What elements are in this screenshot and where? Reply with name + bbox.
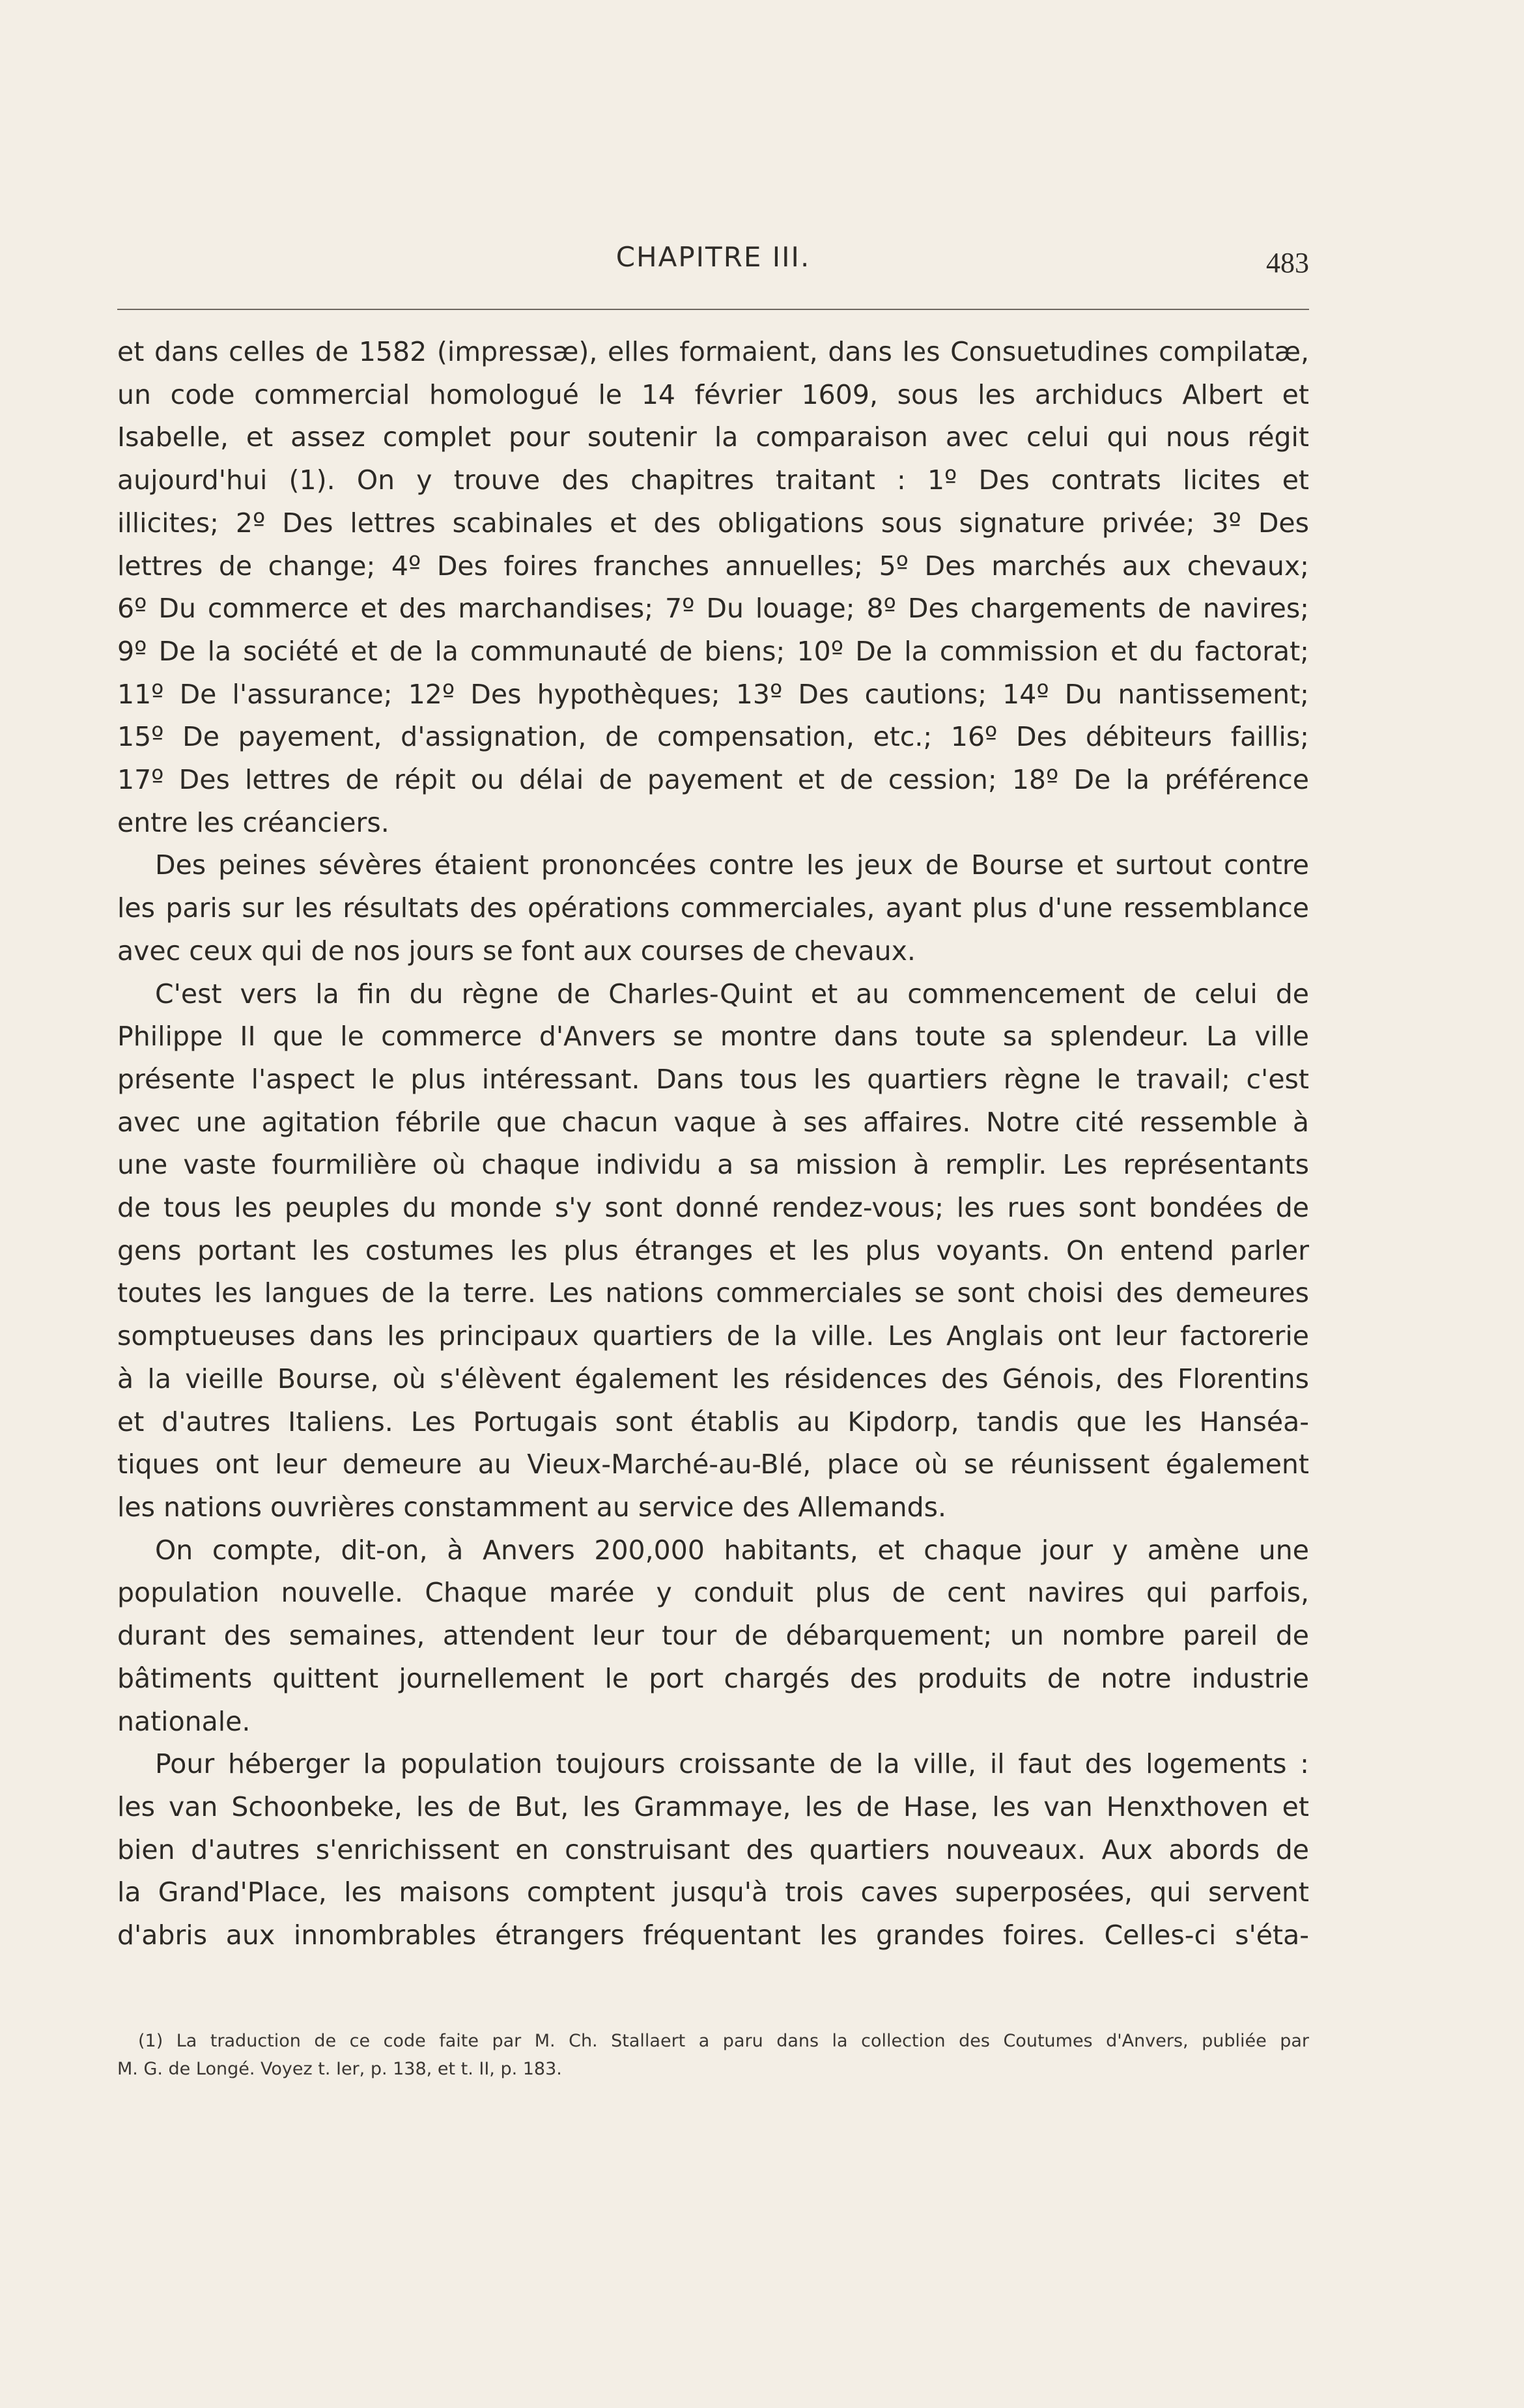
body-text xyxy=(117,331,1309,1957)
body-line: C'est vers la fin du règne de Charles-Quint et au commencement de celui de xyxy=(155,978,1309,1010)
body-line: les paris sur les résultats des opérations commerciales, ayant plus d'une ressemblance xyxy=(117,892,1309,924)
body-line: un code commercial homologué le 14 février 1609, sous les archiducs Albert et xyxy=(117,378,1309,410)
body-line: les nations ouvrières constamment au service des Allemands. xyxy=(117,1491,947,1523)
footnotes xyxy=(117,2027,1309,2083)
body-line: Philippe II que le commerce d'Anvers se montre dans toute sa splendeur. La ville xyxy=(117,1021,1309,1053)
body-line: toutes les langues de la terre. Les nations commerciales se sont choisi des demeures xyxy=(117,1277,1309,1309)
body-line: gens portant les costumes les plus étranges et les plus voyants. On entend parler xyxy=(117,1234,1309,1266)
body-line: à la vieille Bourse, où s'élèvent également les résidences des Génois, des Florentins xyxy=(117,1363,1309,1395)
body-line: On compte, dit-on, à Anvers 200,000 habitants, et chaque jour y amène une xyxy=(155,1534,1309,1566)
body-line: somptueuses dans les principaux quartiers de la ville. Les Anglais ont leur factorerie xyxy=(117,1320,1309,1352)
page-number: 483 xyxy=(1266,247,1309,279)
body-line: illicites; 2º Des lettres scabinales et des obligations sous signature privée; 3º Des xyxy=(117,507,1309,539)
body-line: d'abris aux innombrables étrangers fréquentant les grandes foires. Celles-ci s'éta- xyxy=(117,1919,1309,1951)
body-line: entre les créanciers. xyxy=(117,806,389,838)
footnote-line: (1) La traduction de ce code faite par M. Ch. Stallaert a paru dans la collection des Coutumes d'Anvers, publiée par xyxy=(138,2031,1309,2051)
body-line: Isabelle, et assez complet pour soutenir la comparaison avec celui qui nous régit xyxy=(117,421,1309,453)
body-line: les van Schoonbeke, les de But, les Grammaye, les de Hase, les van Henxthoven et xyxy=(117,1791,1309,1822)
body-line: et d'autres Italiens. Les Portugais sont établis au Kipdorp, tandis que les Hanséa- xyxy=(117,1406,1309,1438)
body-line: 17º Des lettres de répit ou délai de payement et de cession; 18º De la préférence xyxy=(117,764,1309,796)
body-line: Des peines sévères étaient prononcées contre les jeux de Bourse et surtout contre xyxy=(155,849,1309,881)
body-line: de tous les peuples du monde s'y sont donné rendez-vous; les rues sont bondées de xyxy=(117,1192,1309,1224)
body-line: bâtiments quittent journellement le port chargés des produits de notre industrie xyxy=(117,1662,1309,1694)
body-line: 11º De l'assurance; 12º Des hypothèques; 13º Des cautions; 14º Du nantissement; xyxy=(117,678,1309,710)
body-line: Pour héberger la population toujours croissante de la ville, il faut des logements : xyxy=(155,1748,1309,1780)
body-line: durant des semaines, attendent leur tour de débarquement; un nombre pareil de xyxy=(117,1620,1309,1652)
header-rule xyxy=(117,309,1309,310)
body-line: et dans celles de 1582 (impressæ), elles formaient, dans les Consuetudines compilatæ, xyxy=(117,336,1309,367)
body-line: lettres de change; 4º Des foires franches annuelles; 5º Des marchés aux chevaux; xyxy=(117,550,1309,582)
body-line: 15º De payement, d'assignation, de compensation, etc.; 16º Des débiteurs faillis; xyxy=(117,721,1309,753)
body-line: 9º De la société et de la communauté de biens; 10º De la commission et du factorat; xyxy=(117,635,1309,667)
body-line: 6º Du commerce et des marchandises; 7º Du louage; 8º Des chargements de navires; xyxy=(117,593,1309,625)
body-line: la Grand'Place, les maisons comptent jusqu'à trois caves superposées, qui servent xyxy=(117,1877,1309,1908)
body-line: tiques ont leur demeure au Vieux-Marché-au-Blé, place où se réunissent également xyxy=(117,1449,1309,1480)
body-line: avec une agitation fébrile que chacun vaque à ses affaires. Notre cité ressemble à xyxy=(117,1106,1309,1138)
body-line: avec ceux qui de nos jours se font aux courses de chevaux. xyxy=(117,935,916,967)
running-head xyxy=(117,241,1309,287)
body-line: aujourd'hui (1). On y trouve des chapitres traitant : 1º Des contrats licites et xyxy=(117,464,1309,496)
body-line: une vaste fourmilière où chaque individu a sa mission à remplir. Les représentants xyxy=(117,1149,1309,1181)
body-line: présente l'aspect le plus intéressant. Dans tous les quartiers règne le travail; c'est xyxy=(117,1063,1309,1095)
body-line: population nouvelle. Chaque marée y conduit plus de cent navires qui parfois, xyxy=(117,1577,1309,1609)
body-line: bien d'autres s'enrichissent en construisant des quartiers nouveaux. Aux abords de xyxy=(117,1834,1309,1865)
body-line: nationale. xyxy=(117,1705,251,1737)
chapter-title: CHAPITRE III. xyxy=(615,241,811,273)
footnote-line: M. G. de Longé. Voyez t. Ier, p. 138, et t. II, p. 183. xyxy=(117,2059,562,2079)
